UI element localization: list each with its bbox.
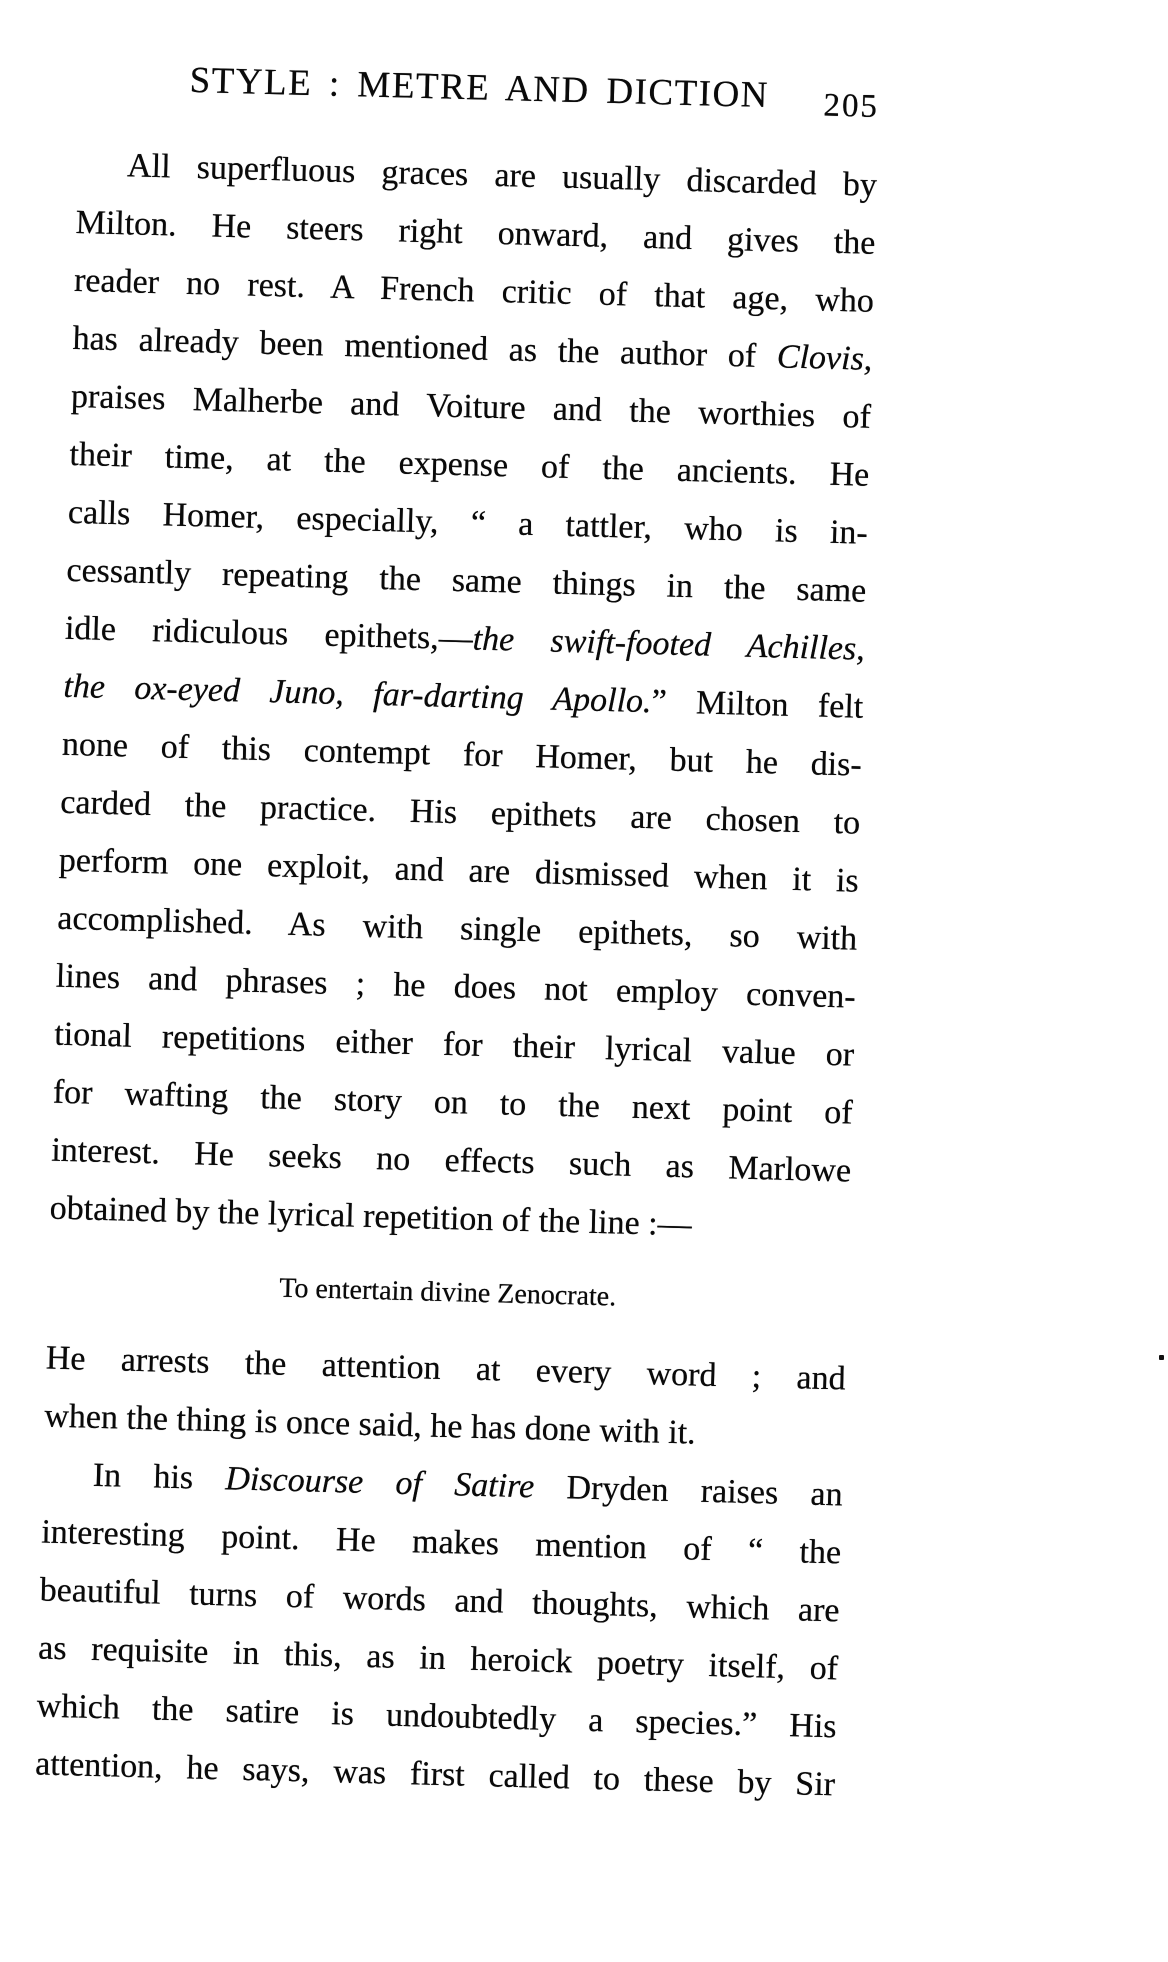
text-segment: has already been mentioned as the author of (72, 319, 778, 376)
page-number: 205 (822, 87, 880, 125)
text-segment: idle ridiculous epithets,— (64, 609, 474, 658)
text-segment: Milton. He steers right onward, and gives the (75, 203, 876, 262)
text-segment: To entertain divine Zenocrate. (278, 1272, 617, 1313)
italic-text: Discourse of Satire (224, 1460, 535, 1506)
paragraph (44, 1330, 847, 1467)
text-segment: as requisite in this, as in heroick poetry itself, of (37, 1629, 839, 1688)
text-segment: He arrests the attention at every word ; and (45, 1339, 847, 1398)
text-segment: which the satire is undoubtedly a species.” His (36, 1687, 838, 1746)
text-segment: none of this contempt for Homer, but he dis- (61, 725, 863, 784)
text-segment: interesting point. He makes mention of “ the (40, 1513, 842, 1572)
paragraph (35, 1446, 844, 1815)
text-segment: attention, he says, was first called to these by Sir (34, 1745, 836, 1804)
text-segment: beautiful turns of words and thoughts, which are (39, 1571, 841, 1630)
verse-quote (47, 1254, 848, 1333)
running-title: STYLE : METRE AND DICTION (189, 59, 770, 117)
text-segment: lines and phrases ; he does not employ conven- (55, 957, 857, 1016)
scanned-page (35, 56, 880, 1814)
text-line (47, 1254, 848, 1333)
text-segment: All superfluous graces are usually discarded by (126, 147, 878, 204)
paragraph (49, 136, 878, 1259)
italic-text: Clovis, (776, 338, 873, 378)
text-segment: perform one exploit, and are dismissed when it is (58, 841, 860, 900)
text-segment: tional repetitions either for their lyrical value or (53, 1015, 855, 1074)
text-segment: accomplished. As with single epithets, so with (56, 899, 858, 958)
text-segment: ” Milton felt (651, 683, 864, 726)
text-segment: Dryden raises an (533, 1468, 844, 1514)
italic-text: the swift-footed Achilles, (472, 620, 866, 668)
text-segment: obtained by the lyrical repetition of the line :— (49, 1189, 693, 1244)
italic-text: the ox-eyed Juno, far-darting Apollo. (63, 667, 653, 721)
text-segment: their time, at the expense of the ancients. He (69, 435, 870, 494)
text-segment: for wafting the story on to the next point of (52, 1073, 854, 1132)
text-segment: when the thing is once said, he has done with it. (43, 1397, 697, 1452)
text-block (35, 136, 878, 1814)
text-segment: interest. He seeks no effects such as Marlowe (50, 1131, 852, 1190)
text-segment: reader no rest. A French critic of that age, who (73, 261, 875, 320)
text-segment: praises Malherbe and Voiture and the worthies of (70, 377, 872, 436)
text-segment: calls Homer, especially, “ a tattler, who is in- (67, 493, 869, 552)
text-segment: cessantly repeating the same things in the same (66, 551, 867, 610)
ink-speck (1159, 1355, 1164, 1360)
page-header (79, 56, 880, 133)
text-segment: carded the practice. His epithets are chosen to (59, 783, 861, 842)
text-segment: In his (92, 1456, 226, 1498)
